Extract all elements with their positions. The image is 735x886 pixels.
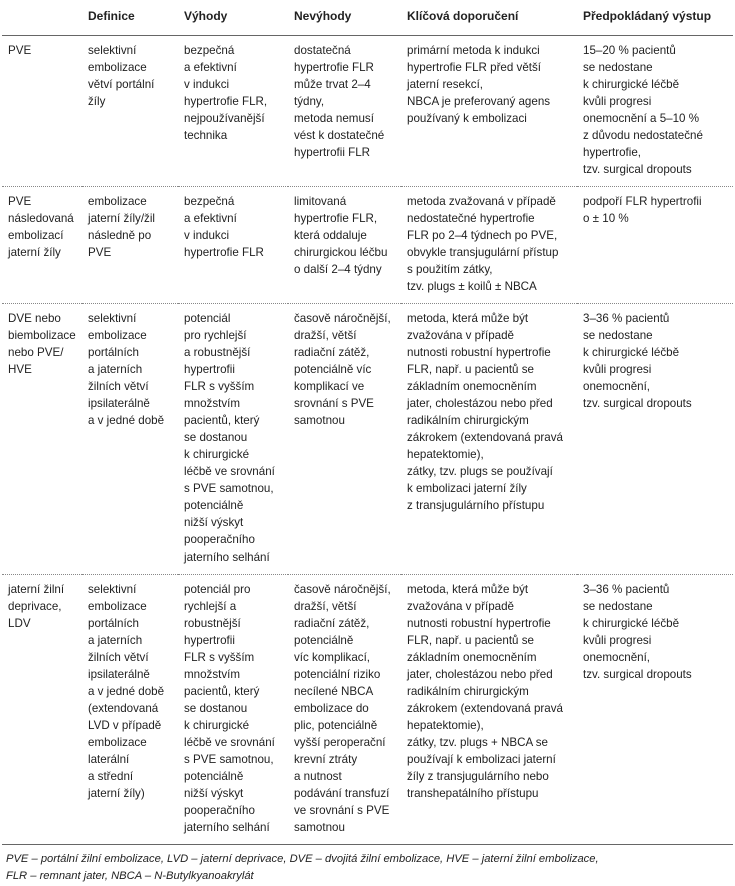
table-row bbox=[2, 574, 733, 844]
cell-advantages: bezpečná a efektivní v indukci hypertrofie FLR, nejpoužívanější technika bbox=[178, 35, 288, 186]
cell-disadvantages: limitovaná hypertrofie FLR, která oddaluje chirurgickou léčbu o další 2–4 týdny bbox=[288, 186, 401, 303]
cell-outcome: 15–20 % pacientů se nedostane k chirurgické léčbě kvůli progresi onemocnění a 5–10 % z důvodu nedostatečné hypertrofie, tzv. surgical dropouts bbox=[577, 35, 733, 186]
cell-definition: selektivní embolizace portálních a jaterních žilních větví ipsilaterálně a v jedné době bbox=[82, 304, 178, 574]
header-method bbox=[2, 0, 82, 35]
cell-recommendations: metoda, která může být zvažována v případě nutnosti robustní hypertrofie FLR, např. u pacientů se základním onemocněním jater, cholestázou nebo před radikálním chirurgickým zákrokem (extendovaná pravá hepatektomie), zátky, tzv. plugs se používají k embolizaci jaterní žíly z transjugulárního přístupu bbox=[401, 304, 577, 574]
cell-advantages: potenciál pro rychlejší a robustnější hypertrofii FLR s vyšším množstvím pacientů, který se dostanou k chirurgické léčbě ve srovnání s PVE samotnou, potenciálně nižší výskyt pooperačního jaterního selhání bbox=[178, 574, 288, 844]
cell-advantages: bezpečná a efektivní v indukci hypertrofie FLR bbox=[178, 186, 288, 303]
header-definition: Definice bbox=[82, 0, 178, 35]
cell-outcome: 3–36 % pacientů se nedostane k chirurgické léčbě kvůli progresi onemocnění, tzv. surgical dropouts bbox=[577, 574, 733, 844]
comparison-table bbox=[2, 0, 733, 845]
cell-recommendations: metoda, která může být zvažována v případě nutnosti robustní hypertrofie FLR, např. u pacientů se základním onemocněním jater, cholestázou nebo před radikálním chirurgickým zákrokem (extendovaná pravá hepatektomie), zátky, tzv. plugs + NBCA se používají k embolizaci jaterní žíly z transjugulárního nebo transhepatálního přístupu bbox=[401, 574, 577, 844]
header-outcome: Předpokládaný výstup bbox=[577, 0, 733, 35]
table-row bbox=[2, 304, 733, 574]
cell-disadvantages: dostatečná hypertrofie FLR může trvat 2–4 týdny, metoda nemusí vést k dostatečné hypertrofii FLR bbox=[288, 35, 401, 186]
cell-definition: selektivní embolizace portálních a jaterních žilních větví ipsilaterálně a v jedné době (extendovaná LVD v případě embolizace laterální a střední jaterní žíly) bbox=[82, 574, 178, 844]
cell-method: PVE bbox=[2, 35, 82, 186]
cell-disadvantages: časově náročnější, dražší, větší radiační zátěž, potenciálně víc komplikací, potenciální riziko necílené NBCA embolizace do plic, potenciálně vyšší peroperační krevní ztráty a nutnost podávání transfuzí ve srovnání s PVE samotnou bbox=[288, 574, 401, 844]
header-advantages: Výhody bbox=[178, 0, 288, 35]
header-disadvantages: Nevýhody bbox=[288, 0, 401, 35]
cell-recommendations: primární metoda k indukci hypertrofie FLR před větší jaterní resekcí, NBCA je preferovaný agens používaný k embolizaci bbox=[401, 35, 577, 186]
cell-method: jaterní žilní deprivace, LDV bbox=[2, 574, 82, 844]
header-recommendations: Klíčová doporučení bbox=[401, 0, 577, 35]
cell-disadvantages: časově náročnější, dražší, větší radiační zátěž, potenciálně víc komplikací ve srovnání s PVE samotnou bbox=[288, 304, 401, 574]
cell-method: PVE následovaná embolizací jaterní žíly bbox=[2, 186, 82, 303]
cell-recommendations: metoda zvažovaná v případě nedostatečné hypertrofie FLR po 2–4 týdnech po PVE, obvykle transjugulární přístup s použitím zátky, tzv. plugs ± koilů ± NBCA bbox=[401, 186, 577, 303]
table-header-row bbox=[2, 0, 733, 35]
cell-definition: embolizace jaterní žíly/žil následně po PVE bbox=[82, 186, 178, 303]
cell-outcome: 3–36 % pacientů se nedostane k chirurgické léčbě kvůli progresi onemocnění, tzv. surgical dropouts bbox=[577, 304, 733, 574]
cell-outcome: podpoří FLR hypertrofii o ± 10 % bbox=[577, 186, 733, 303]
cell-advantages: potenciál pro rychlejší a robustnější hypertrofii FLR s vyšším množstvím pacientů, který se dostanou k chirurgické léčbě ve srovnání s PVE samotnou, potenciálně nižší výskyt pooperačního jaterního selhání bbox=[178, 304, 288, 574]
table-footnote: PVE – portální žilní embolizace, LVD – jaterní deprivace, DVE – dvojitá žilní embolizace, HVE – jaterní žilní embolizace, FLR – remnant jater, NBCA – N-Butylkyanoakrylát bbox=[6, 853, 599, 883]
table-row bbox=[2, 186, 733, 303]
cell-definition: selektivní embolizace větví portální žíly bbox=[82, 35, 178, 186]
table-row bbox=[2, 35, 733, 186]
cell-method: DVE nebo biembolizace nebo PVE/ HVE bbox=[2, 304, 82, 574]
